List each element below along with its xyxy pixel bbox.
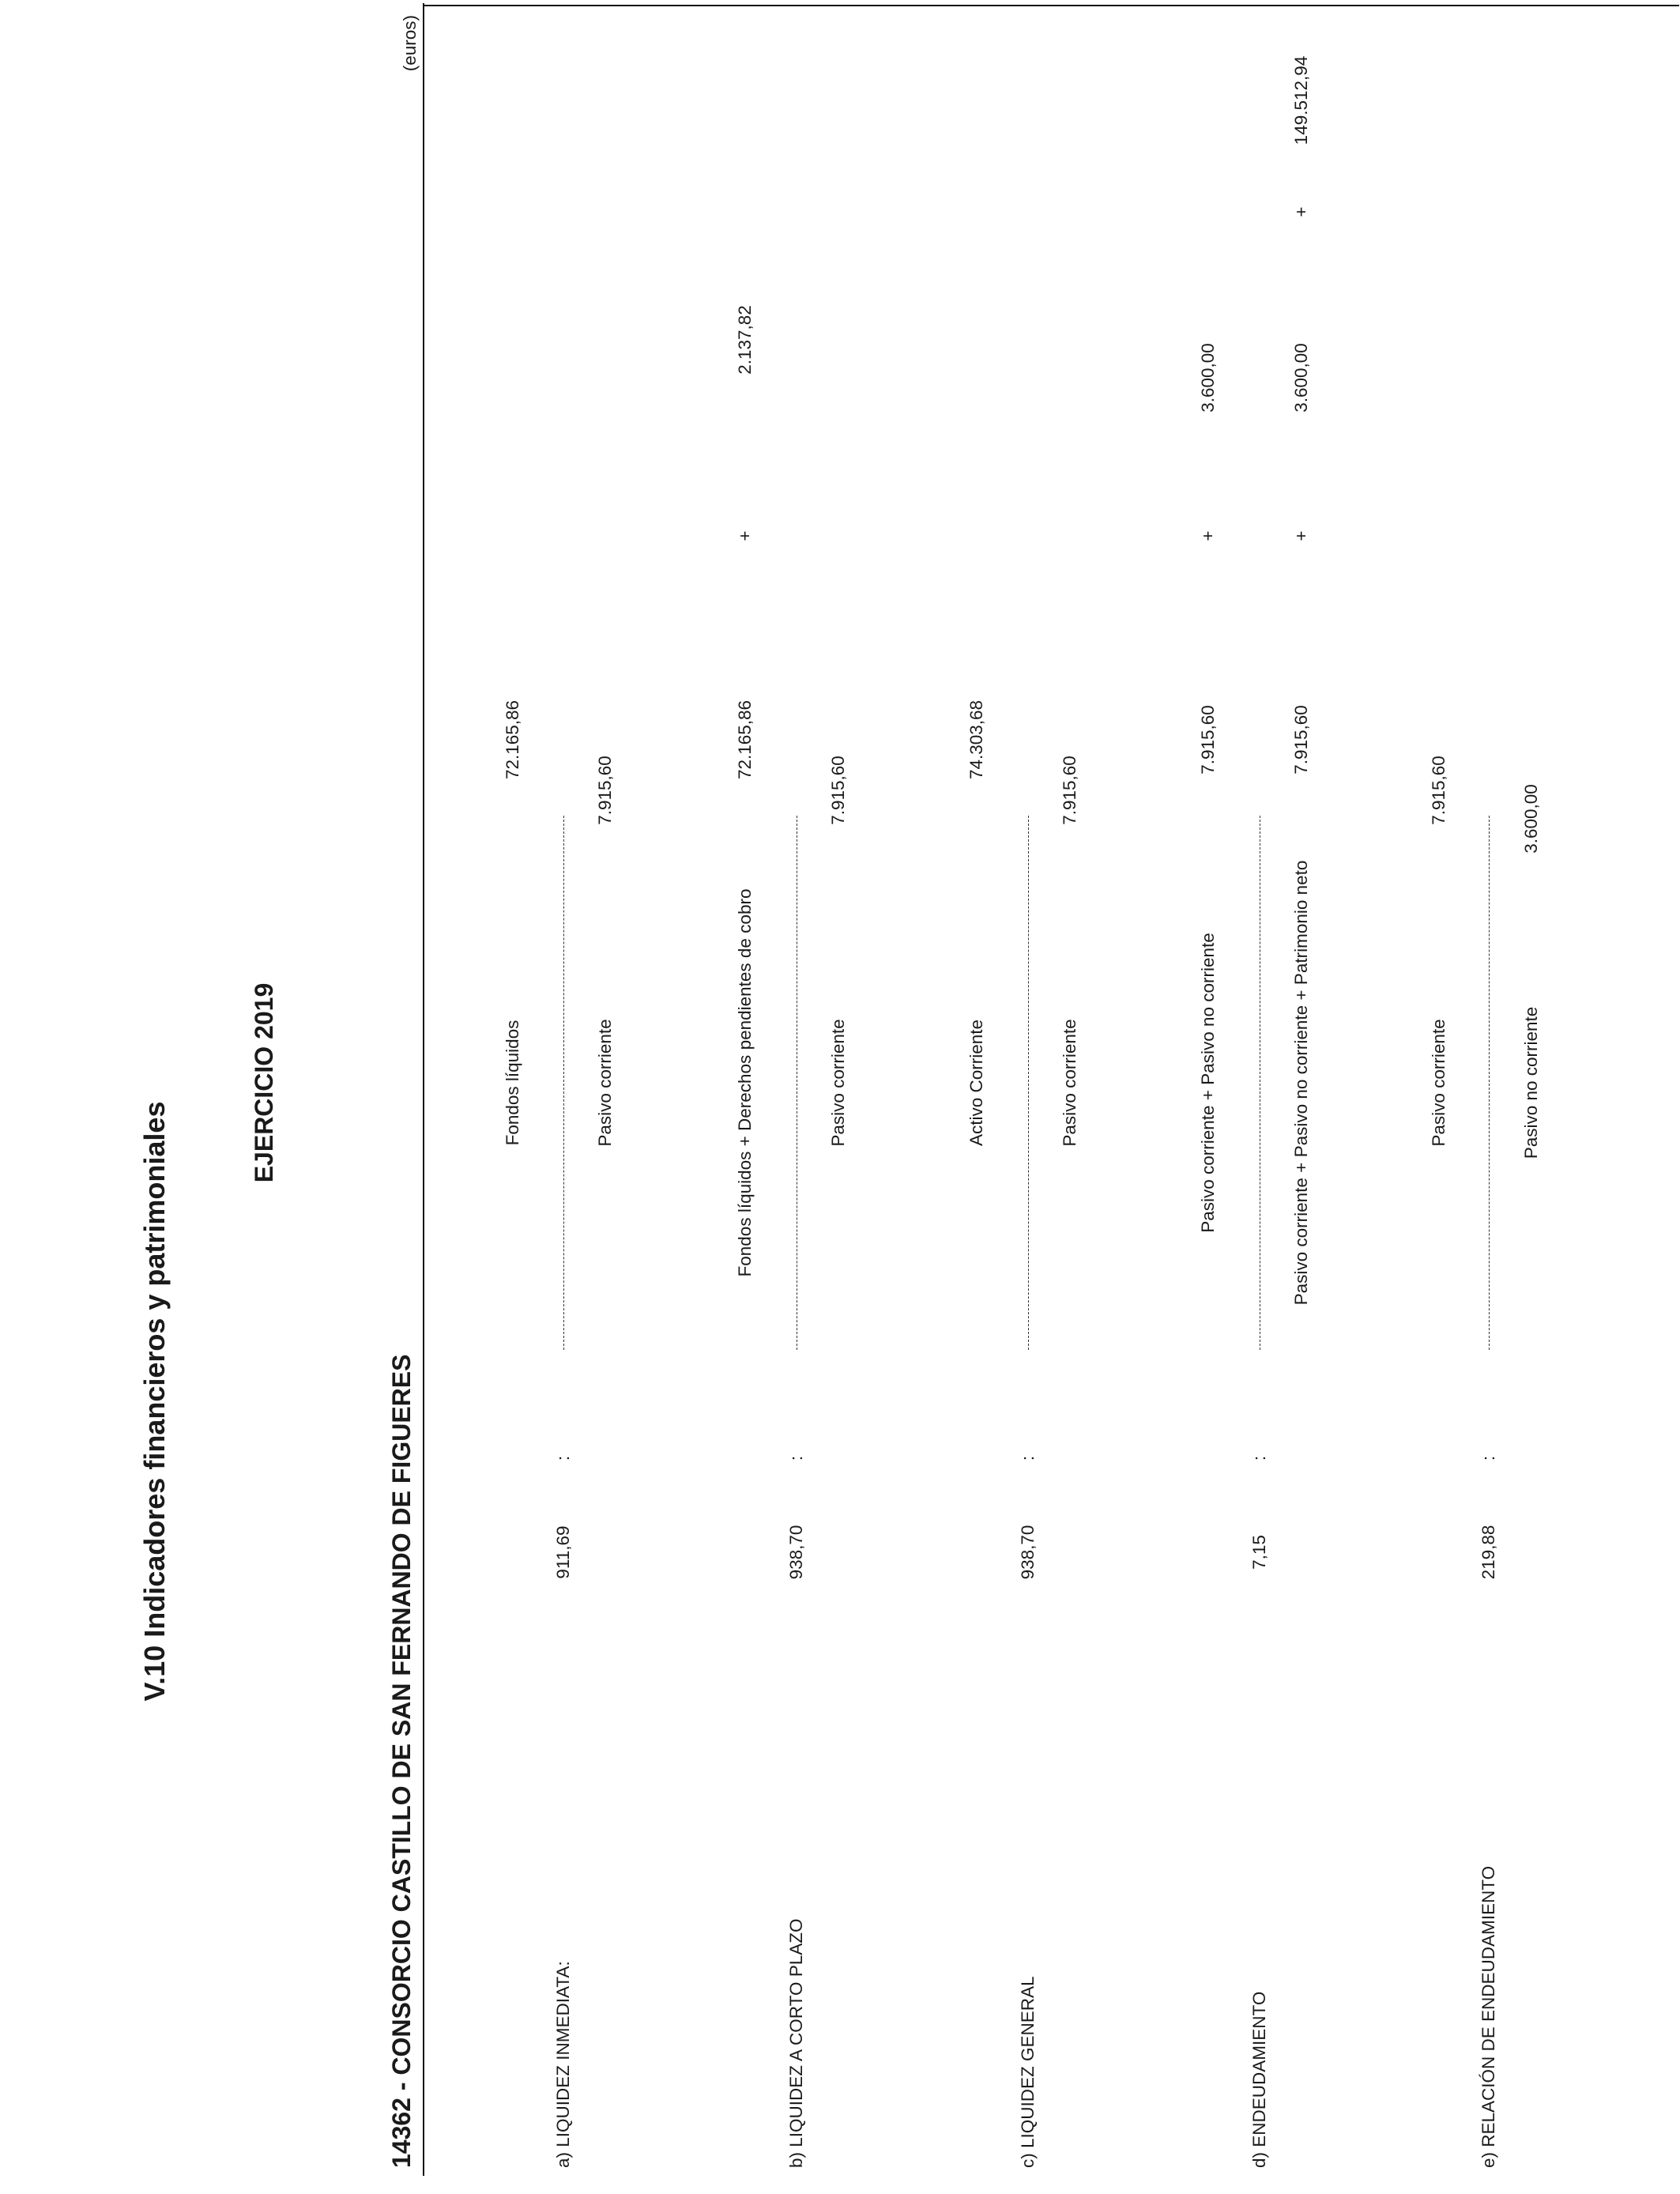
fraction-line (1489, 816, 1490, 1350)
numerator-value: 2.137,82 (735, 305, 755, 375)
indicator-label: a) LIQUIDEZ INMEDIATA: (553, 1961, 573, 2168)
formula-numerator: Fondos líquidos + Derechos pendientes de cobro (735, 888, 755, 1277)
fraction-line (1028, 816, 1029, 1350)
operator-plus: + (1198, 530, 1218, 541)
indicator-label: c) LIQUIDEZ GENERAL (1018, 1976, 1038, 2168)
denominator-value: 7.915,60 (828, 756, 848, 825)
page-edge-rule (423, 5, 1679, 6)
denominator-value: 7.915,60 (1291, 705, 1311, 775)
indicator-value: 219,88 (1478, 1525, 1498, 1580)
denominator-value: 7.915,60 (1060, 756, 1079, 825)
numerator-value: 74.303,68 (966, 699, 986, 780)
indicator-value: 938,70 (786, 1525, 806, 1580)
entity-name: 14362 - CONSORCIO CASTILLO DE SAN FERNANDO DE FIGUERES (387, 1354, 416, 2168)
indicator-label: b) LIQUIDEZ A CORTO PLAZO (786, 1918, 806, 2168)
formula-numerator: Pasivo corriente + Pasivo no corriente (1198, 933, 1218, 1233)
indicator-separator: : (786, 1455, 806, 1461)
formula-denominator: Pasivo corriente (595, 1019, 615, 1147)
denominator-value: 3.600,00 (1521, 784, 1541, 854)
header-rule (423, 3, 424, 2176)
denominator-value: 3.600,00 (1291, 343, 1311, 413)
indicator-label: e) RELACIÓN DE ENDEUDAMIENTO (1478, 1865, 1498, 2168)
numerator-value: 72.165,86 (503, 699, 522, 780)
denominator-value: 149.512,94 (1291, 55, 1311, 145)
indicator-value: 938,70 (1018, 1525, 1038, 1580)
indicator-value: 911,69 (553, 1525, 573, 1579)
indicator-separator: : (1249, 1455, 1269, 1461)
denominator-value: 7.915,60 (595, 756, 615, 825)
indicator-separator: : (1018, 1455, 1038, 1461)
operator-plus: + (1291, 206, 1311, 217)
numerator-value: 3.600,00 (1198, 343, 1218, 413)
numerator-value: 7.915,60 (1429, 756, 1448, 825)
formula-numerator: Activo Corriente (966, 1019, 986, 1147)
report-subtitle: EJERCICIO 2019 (250, 982, 278, 1183)
formula-numerator: Pasivo corriente (1429, 1019, 1448, 1147)
formula-numerator: Fondos líquidos (503, 1020, 522, 1146)
numerator-value: 7.915,60 (1198, 705, 1218, 775)
operator-plus: + (1291, 530, 1311, 541)
indicator-separator: : (1478, 1455, 1498, 1461)
numerator-value: 72.165,86 (735, 699, 755, 780)
operator-plus: + (735, 530, 755, 541)
indicator-separator: : (553, 1455, 573, 1461)
indicator-value: 7,15 (1249, 1535, 1269, 1570)
formula-denominator: Pasivo no corriente (1521, 1006, 1541, 1159)
fraction-line (563, 816, 564, 1350)
formula-denominator: Pasivo corriente (828, 1019, 848, 1147)
report-title: V.10 Indicadores financieros y patrimoniales (138, 1101, 171, 1702)
formula-denominator: Pasivo corriente (1060, 1019, 1079, 1147)
formula-denominator: Pasivo corriente + Pasivo no corriente + Patrimonio neto (1291, 860, 1311, 1306)
currency-label: (euros) (400, 15, 420, 72)
indicator-label: d) ENDEUDAMIENTO (1249, 1991, 1269, 2168)
